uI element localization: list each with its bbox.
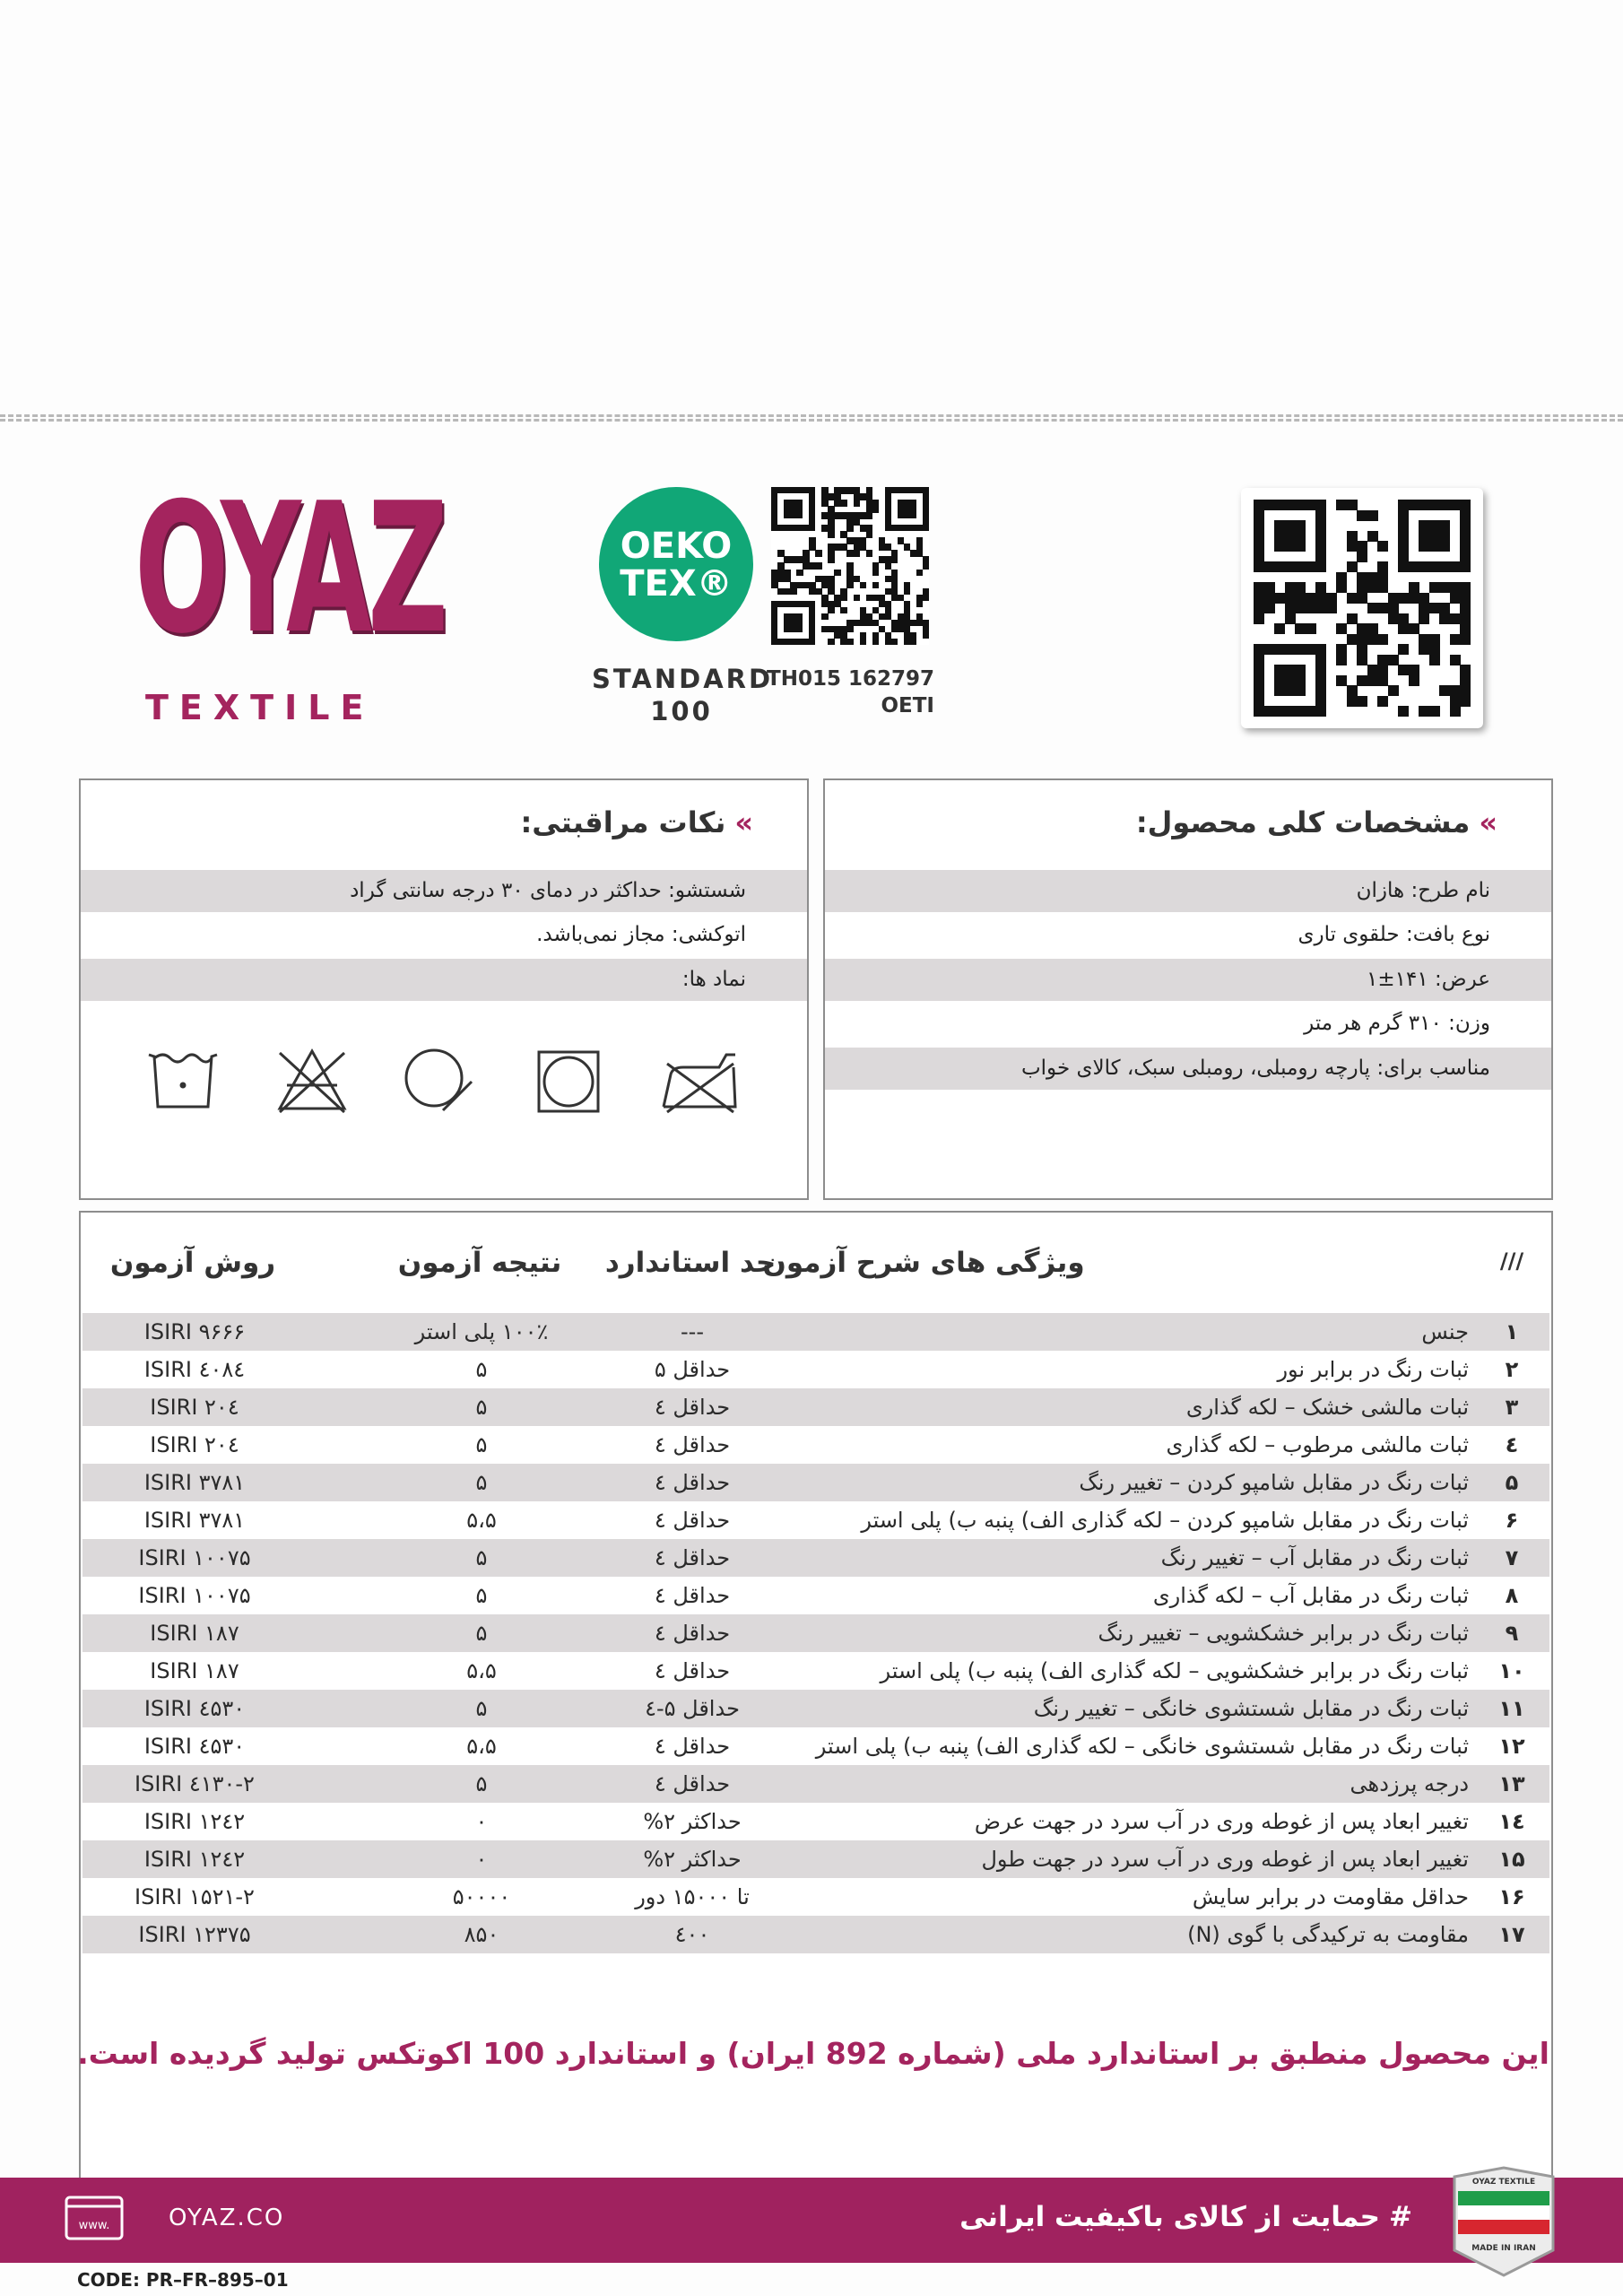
- row-standard: حداکثر ۲%: [643, 1847, 742, 1872]
- table-row: [82, 1878, 1549, 1916]
- footer-bar: [0, 2178, 1623, 2263]
- row-method: ISIRI ۱۲٤۲: [143, 1847, 246, 1872]
- row-standard: ---: [681, 1319, 704, 1344]
- header-result: نتیجه آزمون: [397, 1247, 562, 1279]
- row-result: ۵: [475, 1470, 488, 1495]
- oeko-line2: TEX®: [620, 563, 733, 604]
- wash-30-icon: [145, 1049, 221, 1112]
- row-description: ثبات رنگ در مقابل شامپو کردن – تغییر رنگ: [1079, 1470, 1469, 1495]
- hash-mark: #: [1389, 2201, 1412, 2233]
- row-number: ۹: [1505, 1621, 1519, 1646]
- row-method: ISIRI ۱۸۷: [150, 1658, 239, 1683]
- row-result: ۵۰۰۰۰: [452, 1884, 511, 1909]
- row-standard: تا ۱۵۰۰۰ دور: [635, 1884, 750, 1909]
- logo-sub-text: TEXTILE: [145, 688, 375, 727]
- row-description: جنس: [1421, 1319, 1469, 1344]
- care-box: [79, 778, 809, 1200]
- row-method: ISIRI ۳۷۸۱: [143, 1470, 246, 1495]
- row-method: ISIRI ۲۰٤: [150, 1395, 239, 1420]
- care-row-iron: اتوکشی: مجاز نمی‌باشد.: [536, 923, 746, 946]
- row-standard: حداکثر ۲%: [643, 1809, 742, 1834]
- product-qr-frame: [1241, 488, 1483, 728]
- row-standard: حداقل ٤: [654, 1734, 731, 1759]
- no-bleach-icon: [274, 1046, 350, 1114]
- spec-row-width: عرض: ۱۴۱±۱: [825, 959, 1551, 1001]
- no-tumble-dry-icon: [400, 1046, 475, 1114]
- row-description: ثبات رنگ در مقابل شستشوی خانگی – تغییر رنگ: [1033, 1696, 1469, 1721]
- row-description: ثبات رنگ در مقابل شستشوی خانگی – لکه گذاری الف) پنبه ب) پلی استر: [815, 1734, 1469, 1759]
- row-result: ۸۵۰: [464, 1922, 499, 1947]
- row-number: ۷: [1505, 1545, 1519, 1570]
- row-result: ۱۰۰٪ پلی استر: [414, 1319, 549, 1344]
- oyaz-logo: [135, 465, 444, 731]
- row-number: ۸: [1505, 1583, 1519, 1608]
- spec-row-use: مناسب برای: پارچه رومبلی، رومبلی سبک، کالای خواب: [825, 1048, 1551, 1090]
- row-standard: ٤۰۰: [674, 1922, 710, 1947]
- oeko-cert-code: TH015 162797: [767, 667, 934, 691]
- row-result: ۰: [475, 1847, 488, 1872]
- web-icon-label: www.: [78, 2219, 110, 2232]
- care-row-symbols: نماد ها:: [81, 959, 807, 1001]
- row-standard: حداقل ٤: [654, 1508, 731, 1533]
- row-result: ۵: [475, 1395, 488, 1420]
- row-number: ۱٤: [1498, 1809, 1525, 1834]
- row-method: ISIRI ۱۰۰۷۵: [138, 1545, 251, 1570]
- row-standard: حداقل ٤: [654, 1771, 731, 1796]
- row-method: ISIRI ۱۵۲۱-۲: [135, 1884, 255, 1909]
- row-standard: حداقل ۵-٤: [645, 1696, 740, 1721]
- header-desc: ویژگی های شرح آزمون: [762, 1247, 1085, 1279]
- logo-main-text: OYAZ: [135, 465, 444, 674]
- table-row: [82, 1539, 1549, 1577]
- oeko-standard-number: 100: [650, 696, 713, 726]
- slogan: [959, 2201, 1412, 2233]
- slogan-text: حمایت از کالای باکیفیت ایرانی: [959, 2201, 1381, 2233]
- badge-bottom-text: MADE IN IRAN: [1471, 2244, 1536, 2253]
- row-number: ۱۰: [1498, 1658, 1525, 1683]
- made-in-iran-badge: [1445, 2164, 1562, 2281]
- row-result: ۰: [475, 1809, 488, 1834]
- table-row: [82, 1351, 1549, 1388]
- row-description: ثبات رنگ در مقابل آب – لکه گذاری: [1152, 1583, 1469, 1608]
- oeko-qr-code: [771, 487, 929, 645]
- table-row: [82, 1388, 1549, 1426]
- table-row: [82, 1727, 1549, 1765]
- row-standard: حداقل ٤: [654, 1658, 731, 1683]
- header-method: روش آزمون: [109, 1247, 276, 1279]
- header-standard: حد استاندارد: [604, 1247, 777, 1279]
- product-qr-code: [1254, 500, 1471, 717]
- spec-row-name: نام طرح: هازان: [825, 870, 1551, 912]
- row-description: ثبات مالشی خشک – لکه گذاری: [1185, 1395, 1469, 1420]
- oeko-institute: OETI: [881, 694, 934, 718]
- website-link[interactable]: OYAZ.CO: [169, 2205, 285, 2231]
- table-row: [82, 1313, 1549, 1351]
- table-row: [82, 1765, 1549, 1803]
- row-description: ثبات رنگ در برابر خشکشویی – لکه گذاری الف) پنبه ب) پلی استر: [880, 1658, 1469, 1683]
- row-result: ۵: [475, 1357, 488, 1382]
- table-row: [82, 1803, 1549, 1840]
- row-number: ۱: [1505, 1319, 1519, 1344]
- oeko-line1: OEKO: [620, 526, 733, 567]
- row-method: ISIRI ۱۰۰۷۵: [138, 1583, 251, 1608]
- row-result: ۵: [475, 1545, 488, 1570]
- dashed-separator: [0, 419, 1623, 422]
- row-description: ثبات مالشی مرطوب – لکه گذاری: [1166, 1432, 1469, 1457]
- row-number: ۱۶: [1498, 1884, 1525, 1909]
- row-result: ۵: [475, 1696, 488, 1721]
- specs-title: »مشخصات کلی محصول:: [1135, 805, 1497, 839]
- row-standard: حداقل ٤: [654, 1621, 731, 1646]
- row-method: ISIRI ۲۰٤: [150, 1432, 239, 1457]
- compliance-note: این محصول منطبق بر استاندارد ملی (شماره 892 ایران) و استاندارد 100 اکوتکس تولید گردیده است.: [77, 2036, 1549, 2071]
- spec-row-weight: وزن: ۳۱۰ گرم هر متر: [1304, 1012, 1490, 1035]
- table-row: [82, 1652, 1549, 1690]
- row-standard: حداقل ٤: [654, 1432, 731, 1457]
- row-standard: حداقل ٤: [654, 1395, 731, 1420]
- table-row: [82, 1690, 1549, 1727]
- row-description: مقاومت به ترکیدگی با گوی (N): [1187, 1922, 1469, 1947]
- row-result: ۵: [475, 1621, 488, 1646]
- row-standard: حداقل ٤: [654, 1583, 731, 1608]
- table-row: [82, 1840, 1549, 1878]
- row-method: ISIRI ٤۱۳۰-۲: [135, 1771, 255, 1796]
- row-standard: حداقل ۵: [654, 1357, 731, 1382]
- row-result: ۵،۵: [466, 1658, 497, 1683]
- row-description: تغییر ابعاد پس از غوطه وری در آب سرد در جهت طول: [981, 1847, 1469, 1872]
- row-number: ۱۷: [1498, 1922, 1525, 1947]
- row-method: ISIRI ٤۵۳۰: [143, 1696, 246, 1721]
- row-method: ISIRI ۱۲۳۷۵: [138, 1922, 251, 1947]
- row-number: ۵: [1505, 1470, 1519, 1495]
- row-description: ثبات رنگ در برابر خشکشویی – تغییر رنگ: [1098, 1621, 1469, 1646]
- row-number: ۳: [1505, 1395, 1519, 1420]
- table-row: [82, 1501, 1549, 1539]
- row-result: ۵،۵: [466, 1508, 497, 1533]
- no-iron-icon: [658, 1048, 741, 1114]
- dry-icon: [536, 1049, 601, 1114]
- row-number: ۲: [1505, 1357, 1519, 1382]
- test-table: [79, 1211, 1553, 2190]
- table-row: [82, 1464, 1549, 1501]
- row-description: درجه پرزدهی: [1350, 1771, 1469, 1796]
- care-title: »نکات مراقبتی:: [520, 805, 753, 839]
- oeko-standard-label: STANDARD: [592, 664, 774, 694]
- spec-row-weave: نوع بافت: حلقوی تاری: [1298, 923, 1490, 946]
- badge-top-text: OYAZ TEXTILE: [1471, 2178, 1536, 2187]
- row-number: ۱۲: [1498, 1734, 1525, 1759]
- row-result: ۵،۵: [466, 1734, 497, 1759]
- row-method: ISIRI ۱۸۷: [150, 1621, 239, 1646]
- care-row-wash: شستشو: حداکثر در دمای ۳۰ درجه سانتی گراد: [81, 870, 807, 912]
- header-num: ///: [1499, 1248, 1524, 1274]
- row-method: ISIRI ۳۷۸۱: [143, 1508, 246, 1533]
- row-result: ۵: [475, 1771, 488, 1796]
- row-result: ۵: [475, 1583, 488, 1608]
- table-row: [82, 1916, 1549, 1953]
- row-number: ۶: [1505, 1508, 1519, 1533]
- dashed-separator: [0, 414, 1623, 417]
- row-method: ISIRI ۱۲٤۲: [143, 1809, 246, 1834]
- row-method: ISIRI ٤۰۸٤: [143, 1357, 246, 1382]
- table-row: [82, 1577, 1549, 1614]
- row-standard: حداقل ٤: [654, 1545, 731, 1570]
- row-description: ثبات رنگ در برابر نور: [1277, 1357, 1469, 1382]
- document-code: CODE: PR–FR–895–01: [77, 2269, 289, 2291]
- row-description: ثبات رنگ در مقابل آب – تغییر رنگ: [1160, 1545, 1469, 1570]
- row-description: ثبات رنگ در مقابل شامپو کردن – لکه گذاری الف) پنبه ب) پلی استر: [861, 1508, 1469, 1533]
- specs-box: [823, 778, 1553, 1200]
- row-standard: حداقل ٤: [654, 1470, 731, 1495]
- row-method: ISIRI ۹۶۶۶: [143, 1319, 246, 1344]
- row-number: ٤: [1505, 1432, 1519, 1457]
- row-description: تغییر ابعاد پس از غوطه وری در آب سرد در جهت عرض: [974, 1809, 1469, 1834]
- row-number: ۱۵: [1498, 1847, 1525, 1872]
- table-row: [82, 1426, 1549, 1464]
- row-number: ۱۳: [1498, 1771, 1525, 1796]
- row-number: ۱۱: [1498, 1696, 1525, 1721]
- row-result: ۵: [475, 1432, 488, 1457]
- row-method: ISIRI ٤۵۳۰: [143, 1734, 246, 1759]
- oeko-tex-logo: [599, 487, 753, 641]
- web-icon: [65, 2196, 124, 2240]
- table-row: [82, 1614, 1549, 1652]
- row-description: حداقل مقاومت در برابر سایش: [1192, 1884, 1469, 1909]
